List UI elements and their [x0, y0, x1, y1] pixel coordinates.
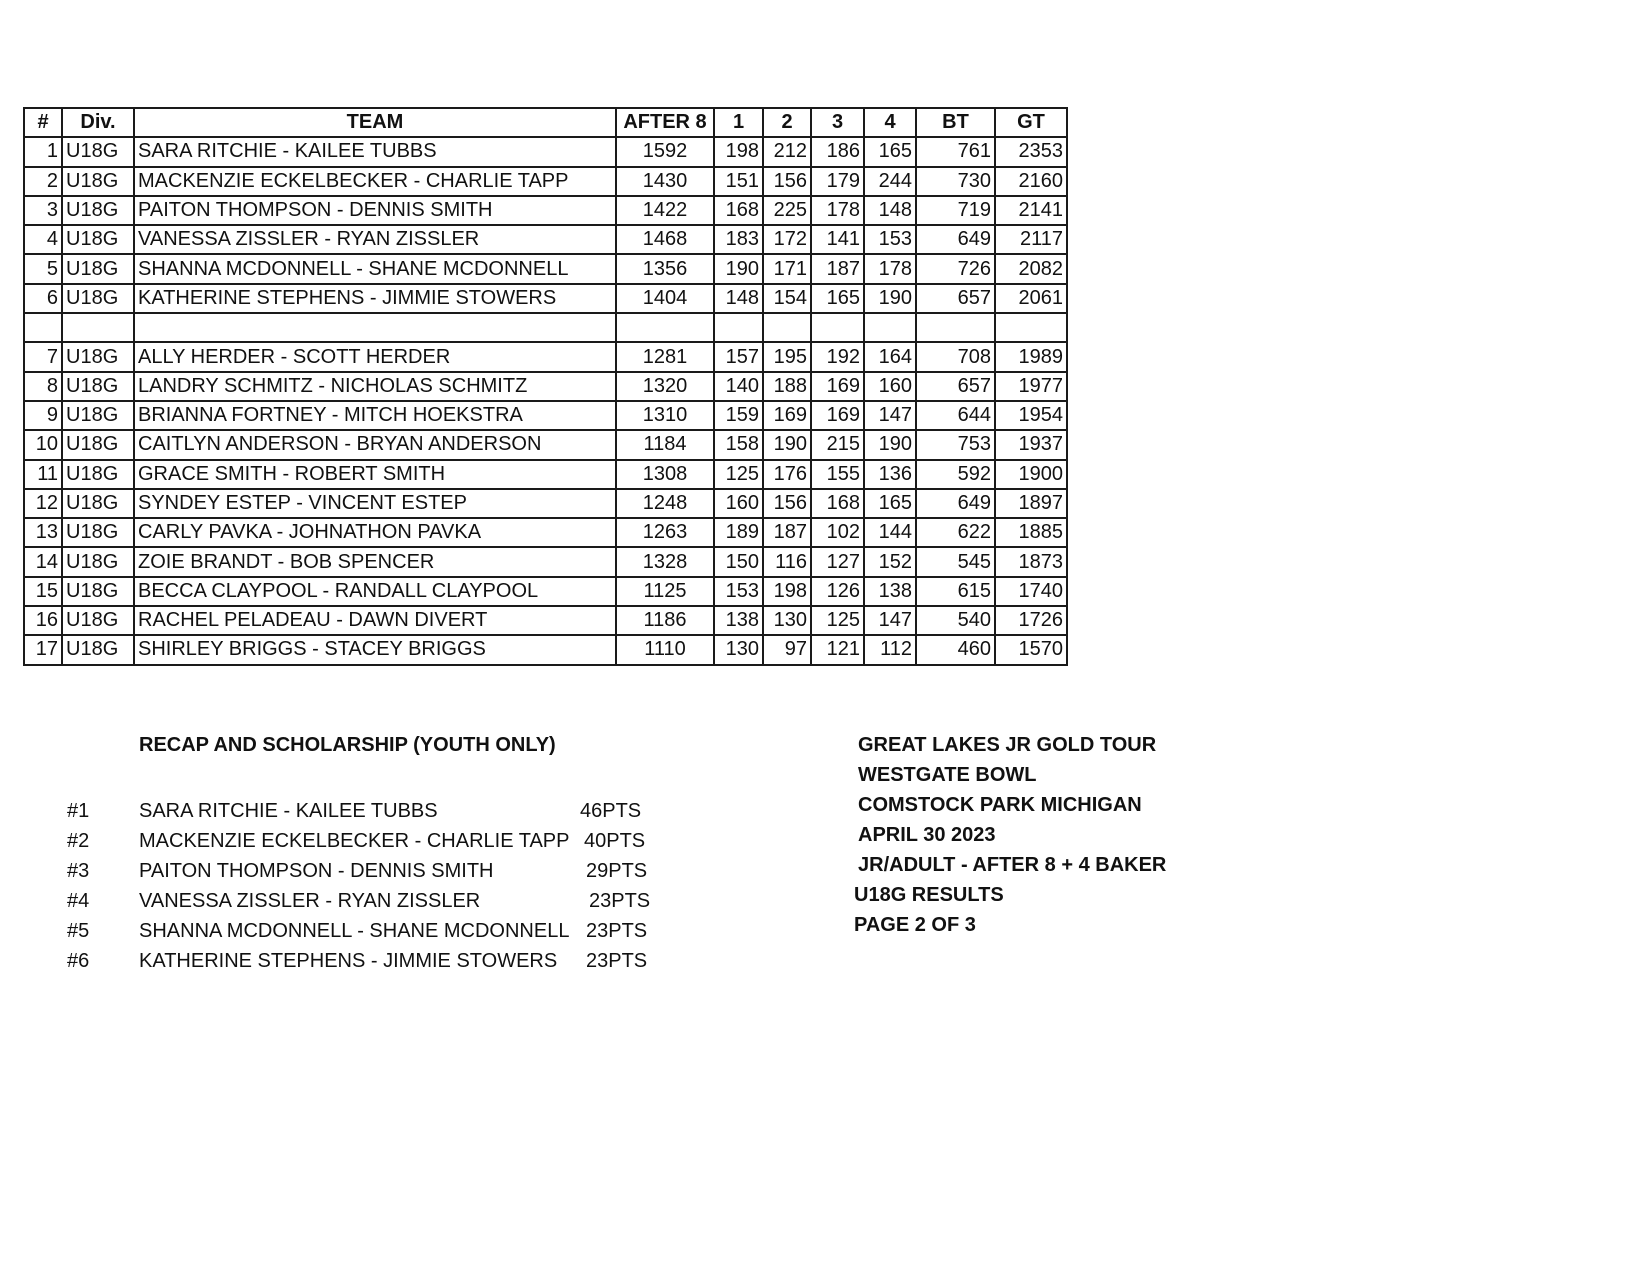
- recap-points: 40PTS: [584, 830, 646, 852]
- recap-rank: #4: [67, 890, 90, 912]
- baker-total-cell: 545: [916, 547, 995, 576]
- baker-total-cell: 719: [916, 196, 995, 225]
- division-cell: U18G: [62, 225, 134, 254]
- event-location: COMSTOCK PARK MICHIGAN: [858, 794, 1142, 816]
- game-2-cell: 156: [763, 167, 811, 196]
- division-cell: U18G: [62, 489, 134, 518]
- game-3-cell: 179: [811, 167, 864, 196]
- baker-total-cell: 753: [916, 430, 995, 459]
- table-row: [24, 196, 1067, 225]
- game-4-cell: 160: [864, 372, 916, 401]
- game-2-cell: 225: [763, 196, 811, 225]
- col-header-team: TEAM: [134, 108, 616, 137]
- venue-name: WESTGATE BOWL: [858, 764, 1037, 786]
- team-cell: CAITLYN ANDERSON - BRYAN ANDERSON: [134, 430, 616, 459]
- after-8-cell: 1404: [616, 284, 714, 313]
- grand-total-cell: 1885: [995, 518, 1067, 547]
- game-3-cell: 169: [811, 401, 864, 430]
- division-cell: U18G: [62, 342, 134, 371]
- game-1-cell: 190: [714, 254, 763, 283]
- team-cell: LANDRY SCHMITZ - NICHOLAS SCHMITZ: [134, 372, 616, 401]
- game-2-cell: 97: [763, 635, 811, 664]
- division-cell: U18G: [62, 460, 134, 489]
- game-2-cell: 212: [763, 137, 811, 166]
- rank-cell: 15: [24, 577, 62, 606]
- table-row: [24, 460, 1067, 489]
- game-1-cell: 130: [714, 635, 763, 664]
- after-8-cell: 1422: [616, 196, 714, 225]
- game-1-cell: 157: [714, 342, 763, 371]
- game-4-cell: 147: [864, 606, 916, 635]
- table-row: [24, 518, 1067, 547]
- game-2-cell: 116: [763, 547, 811, 576]
- empty-cell: [24, 313, 62, 342]
- game-1-cell: 168: [714, 196, 763, 225]
- division-results-label: U18G RESULTS: [854, 884, 1004, 906]
- after-8-cell: 1308: [616, 460, 714, 489]
- game-3-cell: 178: [811, 196, 864, 225]
- after-8-cell: 1310: [616, 401, 714, 430]
- division-cell: U18G: [62, 518, 134, 547]
- grand-total-cell: 2061: [995, 284, 1067, 313]
- baker-total-cell: 644: [916, 401, 995, 430]
- division-cell: U18G: [62, 137, 134, 166]
- baker-total-cell: 726: [916, 254, 995, 283]
- recap-points: 23PTS: [589, 890, 651, 912]
- game-1-cell: 138: [714, 606, 763, 635]
- empty-cell: [995, 313, 1067, 342]
- baker-total-cell: 657: [916, 284, 995, 313]
- game-4-cell: 147: [864, 401, 916, 430]
- grand-total-cell: 2160: [995, 167, 1067, 196]
- division-cell: U18G: [62, 401, 134, 430]
- team-cell: SHANNA MCDONNELL - SHANE MCDONNELL: [134, 254, 616, 283]
- recap-team: VANESSA ZISSLER - RYAN ZISSLER: [139, 890, 481, 912]
- game-3-cell: 121: [811, 635, 864, 664]
- recap-team: MACKENZIE ECKELBECKER - CHARLIE TAPP: [139, 830, 570, 852]
- col-header-rank: #: [24, 108, 62, 137]
- table-row: [24, 167, 1067, 196]
- col-header-grand-total: GT: [995, 108, 1067, 137]
- team-cell: SYNDEY ESTEP - VINCENT ESTEP: [134, 489, 616, 518]
- game-2-cell: 156: [763, 489, 811, 518]
- rank-cell: 9: [24, 401, 62, 430]
- game-4-cell: 190: [864, 430, 916, 459]
- game-1-cell: 150: [714, 547, 763, 576]
- game-3-cell: 169: [811, 372, 864, 401]
- empty-cell: [62, 313, 134, 342]
- recap-title: RECAP AND SCHOLARSHIP (YOUTH ONLY): [139, 734, 556, 756]
- after-8-cell: 1320: [616, 372, 714, 401]
- empty-cell: [134, 313, 616, 342]
- game-1-cell: 153: [714, 577, 763, 606]
- team-cell: SARA RITCHIE - KAILEE TUBBS: [134, 137, 616, 166]
- game-3-cell: 141: [811, 225, 864, 254]
- game-1-cell: 151: [714, 167, 763, 196]
- empty-cell: [763, 313, 811, 342]
- header-row: [24, 108, 1067, 137]
- game-3-cell: 186: [811, 137, 864, 166]
- game-1-cell: 198: [714, 137, 763, 166]
- game-3-cell: 165: [811, 284, 864, 313]
- rank-cell: 4: [24, 225, 62, 254]
- table-row: [24, 635, 1067, 664]
- baker-total-cell: 622: [916, 518, 995, 547]
- game-2-cell: 154: [763, 284, 811, 313]
- recap-rank: #1: [67, 800, 90, 822]
- game-2-cell: 187: [763, 518, 811, 547]
- empty-cell: [916, 313, 995, 342]
- table-row: [24, 489, 1067, 518]
- game-3-cell: 215: [811, 430, 864, 459]
- team-cell: BRIANNA FORTNEY - MITCH HOEKSTRA: [134, 401, 616, 430]
- grand-total-cell: 1937: [995, 430, 1067, 459]
- recap-team: SARA RITCHIE - KAILEE TUBBS: [139, 800, 438, 822]
- game-3-cell: 125: [811, 606, 864, 635]
- col-header-game-4: 4: [864, 108, 916, 137]
- game-3-cell: 168: [811, 489, 864, 518]
- rank-cell: 2: [24, 167, 62, 196]
- baker-total-cell: 592: [916, 460, 995, 489]
- rank-cell: 10: [24, 430, 62, 459]
- game-1-cell: 140: [714, 372, 763, 401]
- rank-cell: 7: [24, 342, 62, 371]
- col-header-after-8: AFTER 8: [616, 108, 714, 137]
- table-row: [24, 137, 1067, 166]
- division-cell: U18G: [62, 577, 134, 606]
- division-cell: U18G: [62, 547, 134, 576]
- rank-cell: 3: [24, 196, 62, 225]
- rank-cell: 16: [24, 606, 62, 635]
- rank-cell: 17: [24, 635, 62, 664]
- baker-total-cell: 761: [916, 137, 995, 166]
- team-cell: BECCA CLAYPOOL - RANDALL CLAYPOOL: [134, 577, 616, 606]
- game-3-cell: 155: [811, 460, 864, 489]
- empty-cell: [714, 313, 763, 342]
- after-8-cell: 1430: [616, 167, 714, 196]
- division-cell: U18G: [62, 372, 134, 401]
- division-cell: U18G: [62, 254, 134, 283]
- game-4-cell: 144: [864, 518, 916, 547]
- division-cell: U18G: [62, 196, 134, 225]
- game-3-cell: 102: [811, 518, 864, 547]
- table-row: [24, 401, 1067, 430]
- after-8-cell: 1281: [616, 342, 714, 371]
- game-2-cell: 195: [763, 342, 811, 371]
- recap-team: PAITON THOMPSON - DENNIS SMITH: [139, 860, 494, 882]
- game-4-cell: 165: [864, 137, 916, 166]
- game-2-cell: 176: [763, 460, 811, 489]
- page-indicator: PAGE 2 OF 3: [854, 914, 976, 936]
- event-date: APRIL 30 2023: [858, 824, 996, 846]
- table-row: [24, 547, 1067, 576]
- division-cell: U18G: [62, 284, 134, 313]
- recap-rank: #3: [67, 860, 90, 882]
- separator-row: [24, 313, 1067, 342]
- grand-total-cell: 2141: [995, 196, 1067, 225]
- grand-total-cell: 2082: [995, 254, 1067, 283]
- rank-cell: 11: [24, 460, 62, 489]
- table-row: [24, 284, 1067, 313]
- game-2-cell: 190: [763, 430, 811, 459]
- rank-cell: 14: [24, 547, 62, 576]
- team-cell: VANESSA ZISSLER - RYAN ZISSLER: [134, 225, 616, 254]
- game-3-cell: 192: [811, 342, 864, 371]
- after-8-cell: 1468: [616, 225, 714, 254]
- game-4-cell: 138: [864, 577, 916, 606]
- after-8-cell: 1110: [616, 635, 714, 664]
- game-2-cell: 188: [763, 372, 811, 401]
- recap-points: 46PTS: [580, 800, 642, 822]
- game-4-cell: 152: [864, 547, 916, 576]
- grand-total-cell: 1989: [995, 342, 1067, 371]
- game-4-cell: 164: [864, 342, 916, 371]
- game-4-cell: 148: [864, 196, 916, 225]
- game-3-cell: 126: [811, 577, 864, 606]
- game-4-cell: 112: [864, 635, 916, 664]
- baker-total-cell: 730: [916, 167, 995, 196]
- team-cell: ZOIE BRANDT - BOB SPENCER: [134, 547, 616, 576]
- table-row: [24, 577, 1067, 606]
- division-cell: U18G: [62, 635, 134, 664]
- game-3-cell: 187: [811, 254, 864, 283]
- recap-points: 23PTS: [586, 950, 648, 972]
- team-cell: RACHEL PELADEAU - DAWN DIVERT: [134, 606, 616, 635]
- game-1-cell: 158: [714, 430, 763, 459]
- rank-cell: 1: [24, 137, 62, 166]
- after-8-cell: 1328: [616, 547, 714, 576]
- table-row: [24, 606, 1067, 635]
- event-format: JR/ADULT - AFTER 8 + 4 BAKER: [858, 854, 1167, 876]
- col-header-game-3: 3: [811, 108, 864, 137]
- rank-cell: 5: [24, 254, 62, 283]
- game-2-cell: 172: [763, 225, 811, 254]
- empty-cell: [616, 313, 714, 342]
- game-4-cell: 153: [864, 225, 916, 254]
- recap-team: SHANNA MCDONNELL - SHANE MCDONNELL: [139, 920, 570, 942]
- grand-total-cell: 1954: [995, 401, 1067, 430]
- after-8-cell: 1356: [616, 254, 714, 283]
- after-8-cell: 1184: [616, 430, 714, 459]
- after-8-cell: 1125: [616, 577, 714, 606]
- team-cell: GRACE SMITH - ROBERT SMITH: [134, 460, 616, 489]
- rank-cell: 6: [24, 284, 62, 313]
- grand-total-cell: 1900: [995, 460, 1067, 489]
- game-4-cell: 190: [864, 284, 916, 313]
- game-4-cell: 136: [864, 460, 916, 489]
- game-3-cell: 127: [811, 547, 864, 576]
- baker-total-cell: 708: [916, 342, 995, 371]
- empty-cell: [864, 313, 916, 342]
- recap-rank: #6: [67, 950, 90, 972]
- after-8-cell: 1248: [616, 489, 714, 518]
- table-row: [24, 430, 1067, 459]
- recap-points: 23PTS: [586, 920, 648, 942]
- col-header-game-1: 1: [714, 108, 763, 137]
- table-row: [24, 225, 1067, 254]
- col-header-game-2: 2: [763, 108, 811, 137]
- rank-cell: 12: [24, 489, 62, 518]
- table-row: [24, 254, 1067, 283]
- table-row: [24, 342, 1067, 371]
- grand-total-cell: 2353: [995, 137, 1067, 166]
- grand-total-cell: 1977: [995, 372, 1067, 401]
- team-cell: MACKENZIE ECKELBECKER - CHARLIE TAPP: [134, 167, 616, 196]
- col-header-division: Div.: [62, 108, 134, 137]
- grand-total-cell: 1873: [995, 547, 1067, 576]
- grand-total-cell: 1740: [995, 577, 1067, 606]
- game-1-cell: 183: [714, 225, 763, 254]
- recap-rank: #2: [67, 830, 90, 852]
- after-8-cell: 1263: [616, 518, 714, 547]
- rank-cell: 8: [24, 372, 62, 401]
- table-body: [24, 137, 1067, 664]
- team-cell: CARLY PAVKA - JOHNATHON PAVKA: [134, 518, 616, 547]
- game-4-cell: 244: [864, 167, 916, 196]
- baker-total-cell: 649: [916, 225, 995, 254]
- team-cell: ALLY HERDER - SCOTT HERDER: [134, 342, 616, 371]
- table-row: [24, 372, 1067, 401]
- baker-total-cell: 649: [916, 489, 995, 518]
- results-table: [23, 107, 1068, 666]
- game-1-cell: 159: [714, 401, 763, 430]
- game-1-cell: 189: [714, 518, 763, 547]
- game-2-cell: 169: [763, 401, 811, 430]
- division-cell: U18G: [62, 167, 134, 196]
- after-8-cell: 1592: [616, 137, 714, 166]
- tour-name: GREAT LAKES JR GOLD TOUR: [858, 734, 1157, 756]
- col-header-baker-total: BT: [916, 108, 995, 137]
- rank-cell: 13: [24, 518, 62, 547]
- game-4-cell: 178: [864, 254, 916, 283]
- grand-total-cell: 1570: [995, 635, 1067, 664]
- division-cell: U18G: [62, 606, 134, 635]
- game-4-cell: 165: [864, 489, 916, 518]
- game-1-cell: 160: [714, 489, 763, 518]
- baker-total-cell: 540: [916, 606, 995, 635]
- division-cell: U18G: [62, 430, 134, 459]
- recap-rank: #5: [67, 920, 90, 942]
- recap-points: 29PTS: [586, 860, 648, 882]
- baker-total-cell: 460: [916, 635, 995, 664]
- grand-total-cell: 1726: [995, 606, 1067, 635]
- game-1-cell: 148: [714, 284, 763, 313]
- baker-total-cell: 615: [916, 577, 995, 606]
- game-2-cell: 198: [763, 577, 811, 606]
- recap-team: KATHERINE STEPHENS - JIMMIE STOWERS: [139, 950, 558, 972]
- grand-total-cell: 2117: [995, 225, 1067, 254]
- grand-total-cell: 1897: [995, 489, 1067, 518]
- empty-cell: [811, 313, 864, 342]
- team-cell: PAITON THOMPSON - DENNIS SMITH: [134, 196, 616, 225]
- game-2-cell: 171: [763, 254, 811, 283]
- team-cell: SHIRLEY BRIGGS - STACEY BRIGGS: [134, 635, 616, 664]
- baker-total-cell: 657: [916, 372, 995, 401]
- after-8-cell: 1186: [616, 606, 714, 635]
- team-cell: KATHERINE STEPHENS - JIMMIE STOWERS: [134, 284, 616, 313]
- game-2-cell: 130: [763, 606, 811, 635]
- game-1-cell: 125: [714, 460, 763, 489]
